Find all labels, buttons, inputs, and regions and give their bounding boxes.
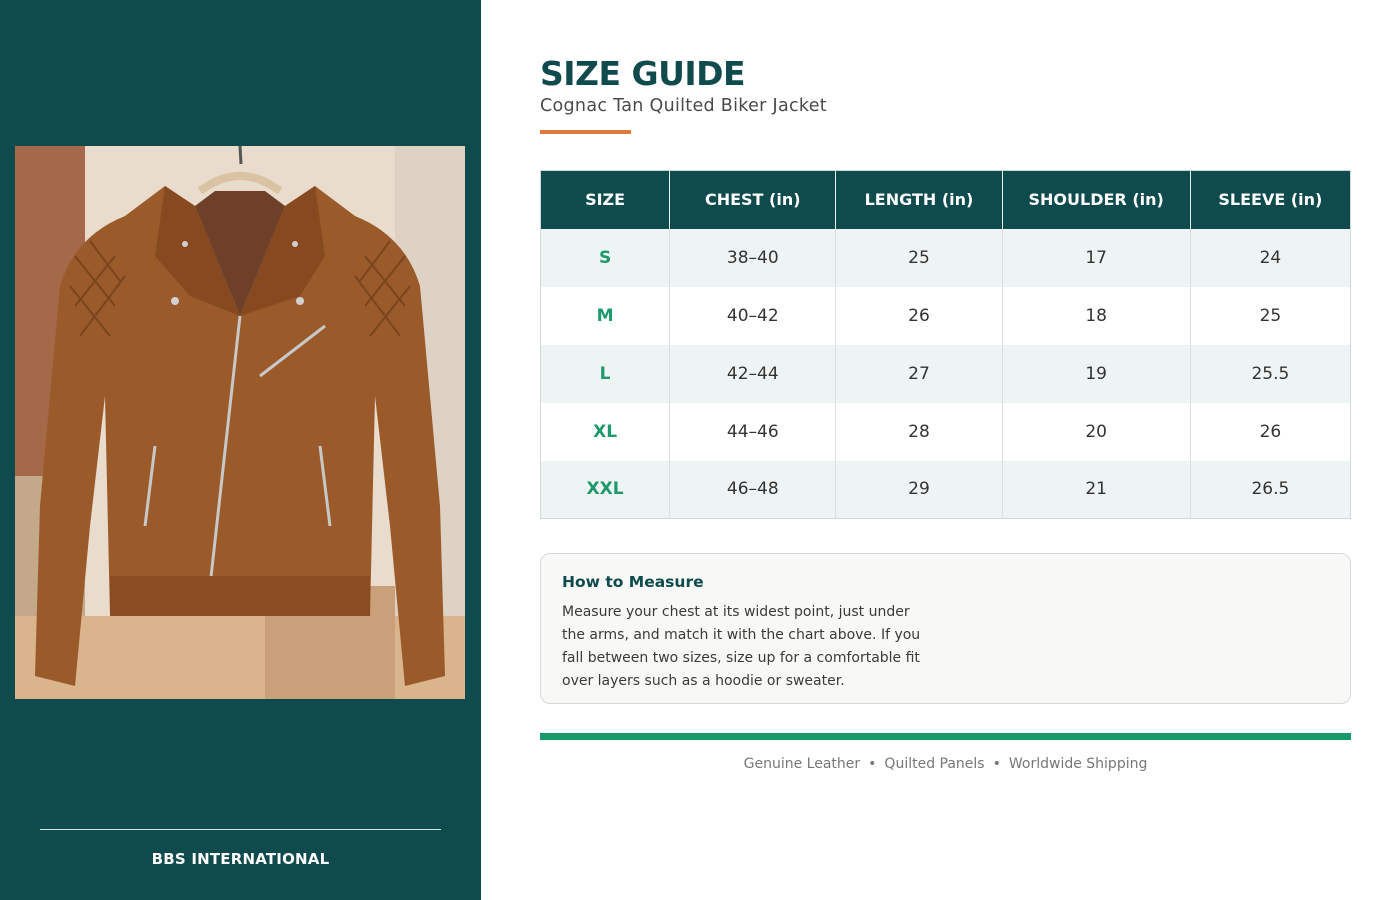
table-row	[541, 403, 1351, 461]
table-row	[541, 229, 1351, 287]
sleeve-cell: 25	[1190, 287, 1350, 345]
chest-cell: 44–46	[670, 403, 836, 461]
size-cell: XL	[541, 403, 670, 461]
table-header-row	[541, 171, 1351, 229]
feature-item: Worldwide Shipping	[1008, 756, 1148, 772]
shoulder-cell: 19	[1002, 345, 1190, 403]
brand-panel	[0, 0, 481, 900]
feature-item: Quilted Panels	[884, 756, 985, 772]
sleeve-cell: 25.5	[1190, 345, 1350, 403]
length-cell: 26	[836, 287, 1002, 345]
size-cell: S	[541, 229, 670, 287]
feature-list	[540, 756, 1351, 772]
size-cell: XXL	[541, 461, 670, 519]
shoulder-cell: 21	[1002, 461, 1190, 519]
length-cell: 29	[836, 461, 1002, 519]
table-row	[541, 287, 1351, 345]
measure-text: Measure your chest at its widest point, just under the arms, and match it with the chart above. If you fall between two sizes, size up for a comfortable fit over layers such as a hoodie or sweater.	[562, 604, 921, 689]
size-chart-table	[540, 170, 1351, 519]
footer-accent-bar	[540, 733, 1351, 740]
header-length: LENGTH (in)	[836, 171, 1002, 229]
sleeve-cell: 24	[1190, 229, 1350, 287]
chest-cell: 40–42	[670, 287, 836, 345]
header-size: SIZE	[541, 171, 670, 229]
chest-cell: 38–40	[670, 229, 836, 287]
feature-separator: •	[992, 756, 1001, 772]
product-image	[15, 146, 465, 699]
size-cell: M	[541, 287, 670, 345]
header-chest: CHEST (in)	[670, 171, 836, 229]
shoulder-cell: 18	[1002, 287, 1190, 345]
shoulder-cell: 17	[1002, 229, 1190, 287]
table-row	[541, 345, 1351, 403]
header-sleeve: SLEEVE (in)	[1190, 171, 1350, 229]
feature-item: Genuine Leather	[743, 756, 861, 772]
feature-separator: •	[868, 756, 877, 772]
how-to-measure-box	[540, 553, 1351, 704]
chest-cell: 42–44	[670, 345, 836, 403]
table-row	[541, 461, 1351, 519]
product-name: Cognac Tan Quilted Biker Jacket	[540, 96, 827, 116]
size-cell: L	[541, 345, 670, 403]
sleeve-cell: 26	[1190, 403, 1350, 461]
jacket-illustration	[15, 146, 465, 699]
sleeve-cell: 26.5	[1190, 461, 1350, 519]
length-cell: 25	[836, 229, 1002, 287]
brand-divider	[40, 829, 441, 830]
chest-cell: 46–48	[670, 461, 836, 519]
shoulder-cell: 20	[1002, 403, 1190, 461]
length-cell: 28	[836, 403, 1002, 461]
brand-name: BBS INTERNATIONAL	[151, 850, 330, 868]
measure-heading: How to Measure	[562, 573, 704, 591]
page-title: SIZE GUIDE	[540, 54, 746, 93]
header-shoulder: SHOULDER (in)	[1002, 171, 1190, 229]
length-cell: 27	[836, 345, 1002, 403]
title-underline	[540, 130, 631, 134]
